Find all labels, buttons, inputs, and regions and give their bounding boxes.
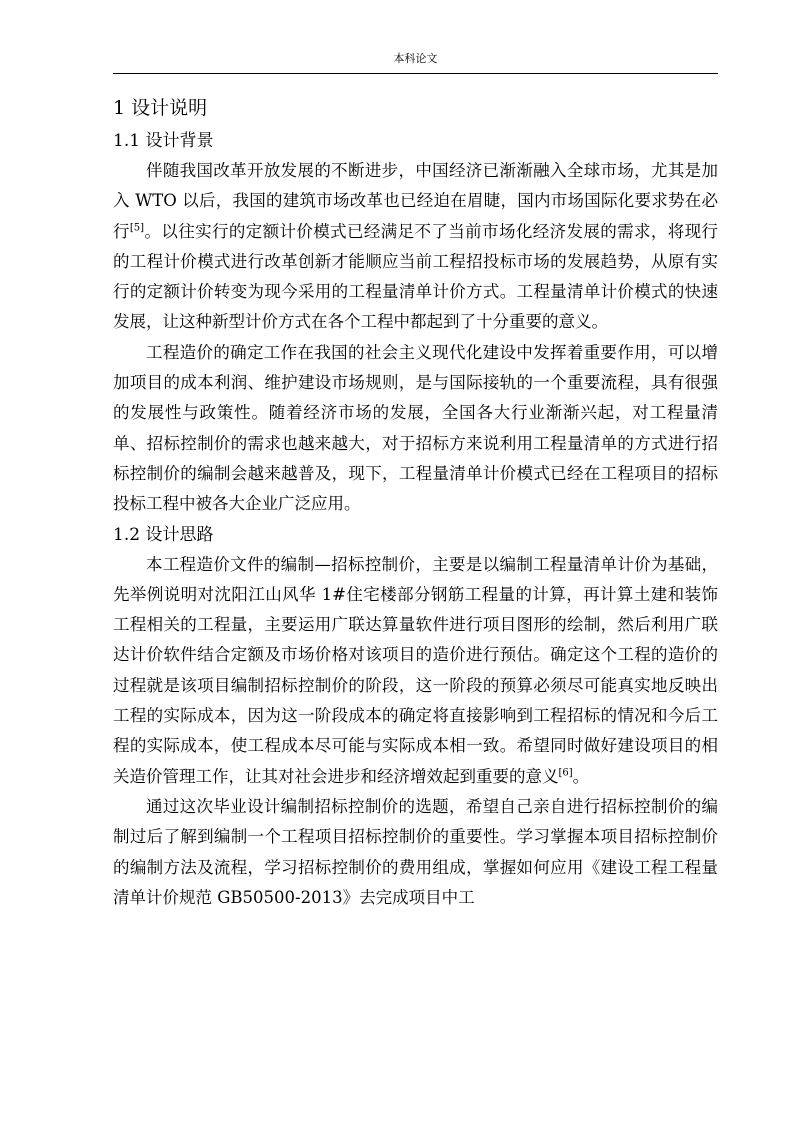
paragraph — [113, 156, 718, 338]
section-heading: 1 设计说明 — [113, 97, 208, 119]
subsection-heading: 1.2 设计思路 — [113, 524, 214, 545]
header-rule — [113, 73, 718, 74]
paragraph-text: 伴随我国改革开放发展的不断进步，中国经济已渐渐融入全球市场，尤其是加入 WTO 以后，我国的建筑市场改革也已经迫在眉睫，国内市场国际化要求势在必行 — [113, 161, 718, 241]
subsection-heading: 1.1 设计背景 — [113, 131, 214, 151]
paragraph: 工程造价的确定工作在我国的社会主义现代化建设中发挥着重要作用，可以增加项目的成本利润、维护建设市场规则，是与国际接轨的一个重要流程，具有很强的发展性与政策性。随着经济市场的发展，全国各大行业渐渐兴起，对工程量清单、招标控制价的需求也越来越大，对于招标方来说利用工程量清单的方式进行招标控制价的编制会越来越普及，现下，工程量清单计价模式已经在工程项目的招标投标工程中被各大企业广泛应用。 — [113, 342, 718, 514]
paragraph-text: 本工程造价文件的编制—招标控制价，主要是以编制工程量清单计价为基础，先举例说明对沈阳江山风华 1#住宅楼部分钢筋工程量的计算，再计算土建和装饰工程相关的工程量，主要运用广联达算量软件进行项目图形的绘制，然后利用广联达计价软件结合定额及市场价格对该项目的造价进行预估。确定这个工程的造价的过程就是该项目编制招标控制价的阶段，这一阶段的预算必须尽可能真实地反映出工程的实际成本，因为这一阶段成本的确定将直接影响到工程招标的情况和今后工程的实际成本，使工程成本尽可能与实际成本相一致。希望同时做好建设项目的相关造价管理工作，让其对社会进步和经济增效起到重要的意义 — [113, 554, 718, 786]
running-header: 本科论文 — [393, 52, 438, 65]
paragraph-text: 。以往实行的定额计价模式已经满足不了当前市场化经济发展的需求，将现行的工程计价模式进行改革创新才能顺应当前工程招投标市场的发展趋势，从原有实行的定额计价转变为现今采用的工程量清单计价方式。工程量清单计价模式的快速发展，让这种新型计价方式在各个工程中都起到了十分重要的意义。 — [113, 221, 719, 332]
subsection-design-approach — [113, 520, 718, 914]
paragraph-text: 。 — [572, 766, 590, 786]
paragraph: 通过这次毕业设计编制招标控制价的选题，希望自己亲自进行招标控制价的编制过后了解到编制一个工程项目招标控制价的重要性。学习掌握本项目招标控制价的编制方法及流程，学习招标控制价的费用组成，掌握如何应用《建设工程工程量清单计价规范 GB50500-2013》去完成项目中工 — [113, 796, 718, 907]
citation-marker: [5] — [129, 222, 145, 234]
subsection-background — [113, 126, 718, 520]
paragraph — [113, 550, 718, 792]
citation-marker: [6] — [558, 767, 573, 779]
main-content — [113, 94, 718, 913]
